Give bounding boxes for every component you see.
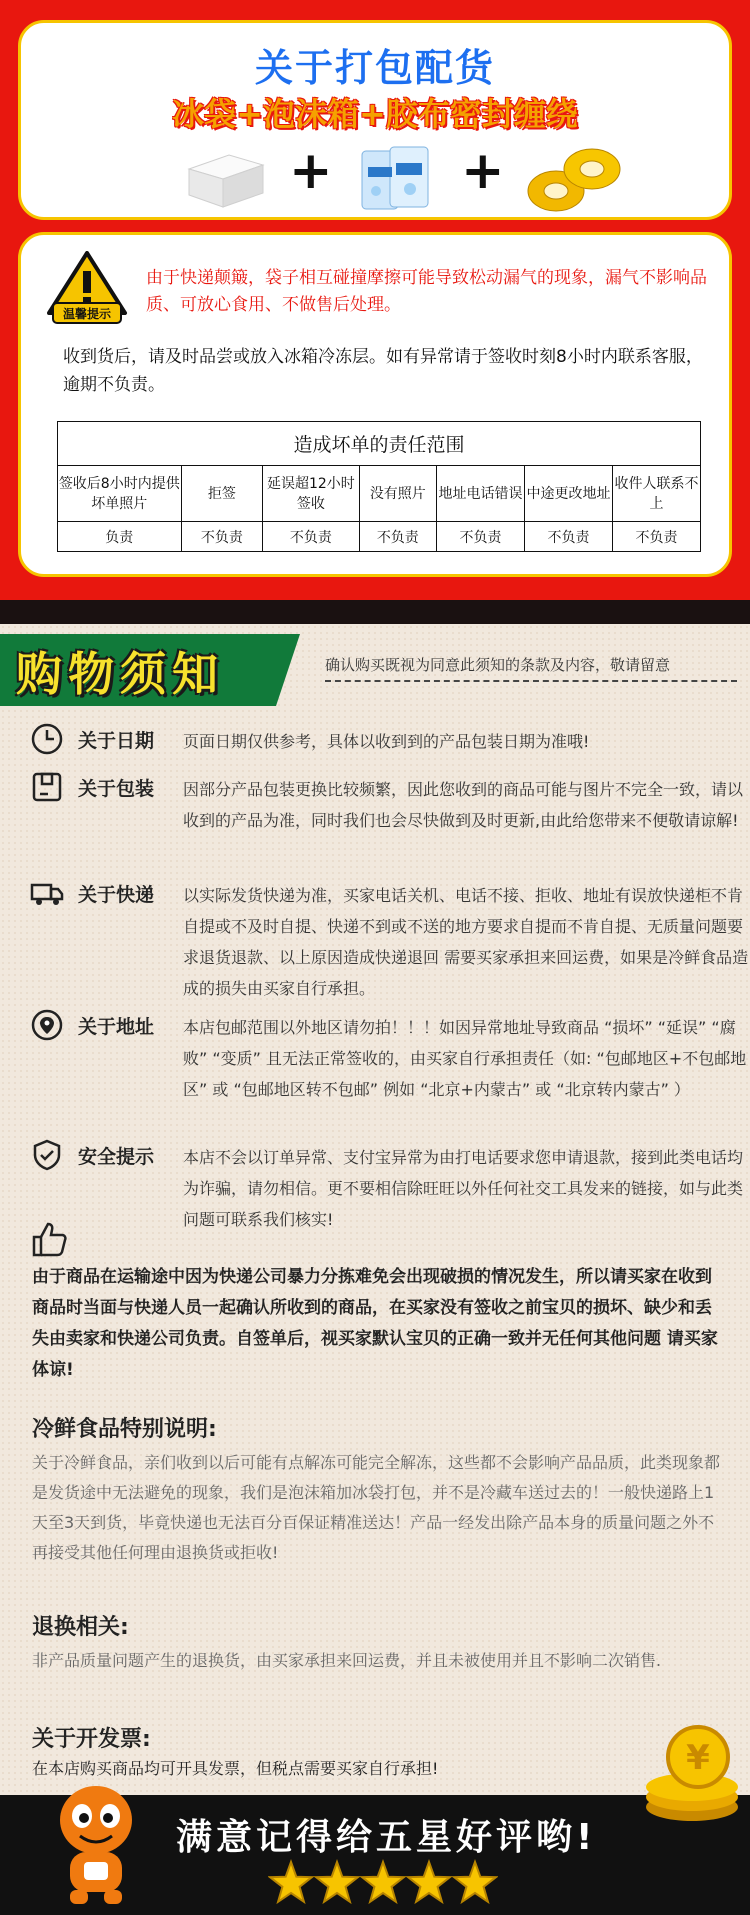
plus-sign: + (289, 141, 333, 201)
ice-pack-image (356, 145, 434, 215)
svg-text:¥: ¥ (686, 1738, 710, 1778)
foam-box-image (181, 151, 267, 209)
about-delivery-label: 关于快递 (78, 884, 155, 906)
banner-subtitle: 确认购买既视为同意此须知的条款及内容，敬请留意 (325, 656, 671, 674)
about-date-label: 关于日期 (78, 730, 155, 752)
star-icon (454, 1862, 496, 1902)
table-cell: 不负责 (525, 522, 613, 552)
packing-subtitle: 冰袋+泡沫箱+胶布密封缠绕 (172, 95, 578, 133)
about-address-row (30, 1008, 747, 1132)
package-icon (30, 770, 64, 804)
about-date-row (30, 722, 730, 762)
table-header-cell: 签收后8小时内提供坏单照片 (58, 466, 182, 522)
packing-section (0, 0, 750, 600)
star-icon (270, 1862, 312, 1902)
thumbs-up-icon (30, 1220, 68, 1258)
table-title: 造成坏单的责任范围 (58, 422, 701, 466)
section-divider (0, 600, 750, 624)
damage-policy-text: 由于商品在运输途中因为快递公司暴力分拣难免会出现破损的情况发生，所以请买家在收到商品时当面与快递人员一起确认所收到的商品，在买家没有签收之前宝贝的损坏、缺少和丢失由卖家和快递公司负责。自签单后，视买家默认宝贝的正确一致并无任何其他问题 请买家体谅! (32, 1267, 718, 1380)
about-package-row (30, 770, 744, 870)
warning-text: 由于快递颠簸，袋子相互碰撞摩擦可能导致松动漏气的现象，漏气不影响品质、可放心食用、不做售后处理。 (146, 268, 707, 315)
about-date-text: 页面日期仅供参考，具体以收到到的产品包装日期为准哦! (183, 732, 590, 751)
invoice-title: 关于开发票: (32, 1727, 151, 1752)
truck-icon (30, 876, 64, 910)
returns-title: 退换相关: (32, 1615, 129, 1640)
about-address-text: 本店包邮范围以外地区请勿拍！！！如因异常地址导致商品 “损坏” “延误” “腐败” “变质” 且无法正常签收的，由买家自行承担责任（如: “包邮地区+不包邮地区” 或 “包邮地区转不包邮” 例如 “北京+内蒙古” 或 “北京转内蒙古” ） (183, 1018, 747, 1099)
about-package-label: 关于包装 (78, 778, 155, 800)
table-header-cell: 中途更改地址 (525, 466, 613, 522)
responsibility-table (57, 421, 701, 552)
tape-roll-image (526, 145, 624, 215)
location-pin-icon (30, 1008, 64, 1042)
table-header-cell: 地址电话错误 (437, 466, 525, 522)
table-cell: 负责 (58, 522, 182, 552)
packing-items (21, 141, 729, 215)
table-cell: 不负责 (437, 522, 525, 552)
table-cell: 不负责 (612, 522, 700, 552)
table-cell: 不负责 (263, 522, 359, 552)
table-header-row (58, 466, 701, 522)
packing-card (18, 20, 732, 220)
security-tip-label: 安全提示 (78, 1146, 155, 1168)
star-icon (316, 1862, 358, 1902)
table-cell: 不负责 (359, 522, 436, 552)
star-icon (362, 1862, 404, 1902)
packing-title: 关于打包配货 (254, 46, 495, 90)
receive-text: 收到货后，请及时品尝或放入冰箱冷冻层。如有异常请于签收时刻8小时内联系客服，逾期不负责。 (63, 347, 703, 395)
banner-title: 购物须知 (16, 647, 224, 701)
shield-check-icon (30, 1138, 64, 1172)
table-cell: 不负责 (181, 522, 263, 552)
about-address-label: 关于地址 (78, 1016, 155, 1038)
notice-card (18, 232, 732, 577)
cold-food-text: 关于冷鲜食品，亲们收到以后可能有点解冻可能完全解冻，这些都不会影响产品品质，此类现象都是发货途中无法避免的现象，我们是泡沫箱加冰袋打包，并不是冷藏车送过去的！一般快递路上1天至3天到货，毕竟快递也无法百分百保证精准送达！产品一经发出除产品本身的质量问题之外不再接受其他任何理由退换货或拒收! (32, 1453, 721, 1562)
table-header-cell: 没有照片 (359, 466, 436, 522)
star-icon (408, 1862, 450, 1902)
table-header-cell: 拒签 (181, 466, 263, 522)
returns-text: 非产品质量问题产生的退换货，由买家承担来回运费，并且未被使用并且不影响二次销售. (32, 1651, 662, 1670)
invoice-text: 在本店购买商品均可开具发票，但税点需要买家自行承担! (32, 1759, 439, 1778)
about-package-text: 因部分产品包装更换比较频繁，因此您收到的商品可能与图片不完全一致，请以收到的产品为准，同时我们也会尽快做到及时更新,由此给您带来不便敬请谅解! (183, 780, 744, 830)
about-delivery-row (30, 876, 749, 1000)
table-header-cell: 延误超12小时签收 (263, 466, 359, 522)
security-tip-row (30, 1138, 744, 1238)
five-star-rating (268, 1859, 498, 1909)
table-header-cell: 收件人联系不上 (612, 466, 700, 522)
plus-sign: + (461, 141, 505, 201)
banner-dashed-line (325, 680, 737, 682)
gold-coins-image (620, 1715, 750, 1835)
warning-icon (45, 251, 129, 325)
footer-slogan: 满意记得给五星好评哟! (176, 1817, 597, 1858)
cold-food-title: 冷鲜食品特别说明: (32, 1417, 217, 1442)
about-delivery-text: 以实际发货快递为准，买家电话关机、电话不接、拒收、地址有误放快递柜不肯自提或不及时自提、快递不到或不送的地方要求自提而不肯自提、无质量问题要求退货退款、以上原因造成快递退回 需要买家承担来回运费，如果是冷鲜食品造成的损失由买家自行承担。 (183, 886, 749, 998)
mascot-image (40, 1780, 152, 1910)
security-tip-text: 本店不会以订单异常、支付宝异常为由打电话要求您申请退款，接到此类电话均为诈骗，请勿相信。更不要相信除旺旺以外任何社交工具发来的链接，如与此类问题可联系我们核实! (183, 1148, 744, 1229)
warning-badge-text: 温馨提示 (62, 307, 112, 321)
table-row (58, 522, 701, 552)
clock-icon (30, 722, 64, 756)
